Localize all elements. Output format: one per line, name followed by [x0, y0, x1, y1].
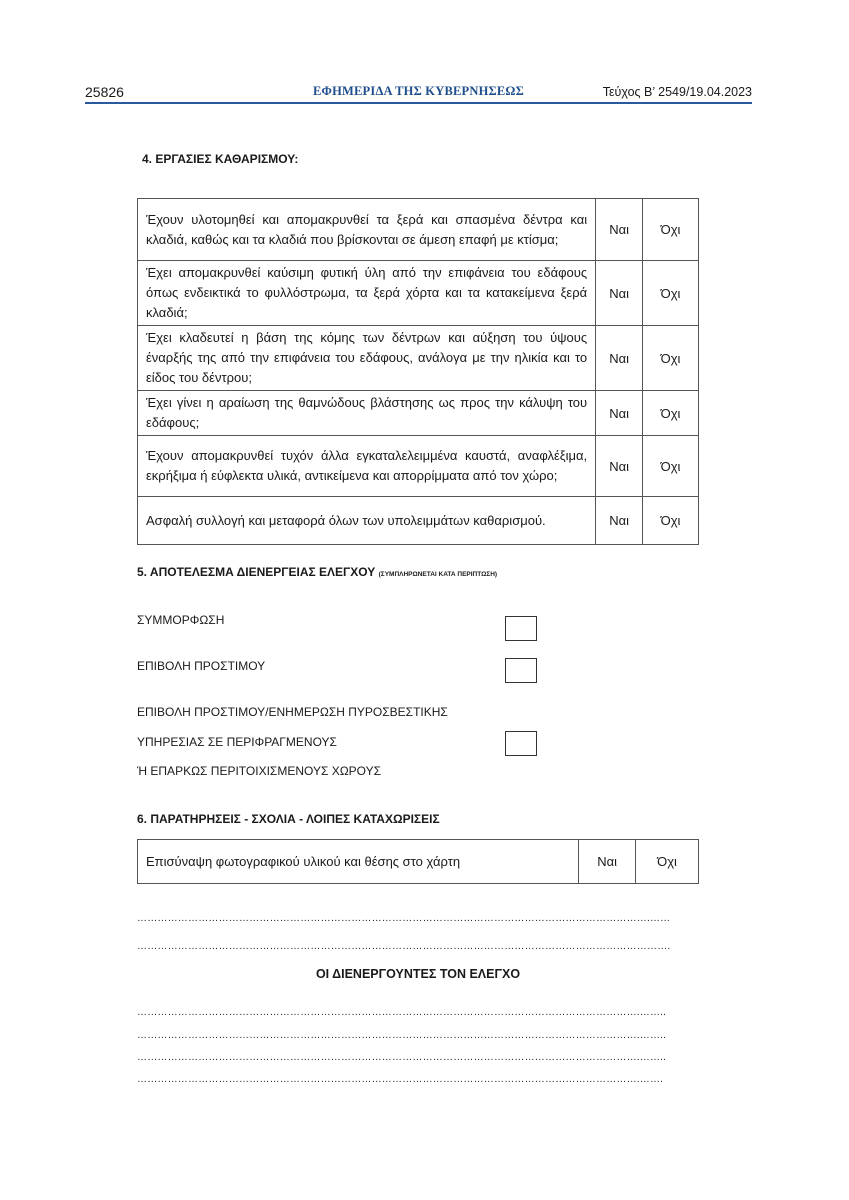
question-cell: Έχει απομακρυνθεί καύσιμη φυτική ύλη από την επιφάνεια του εδάφους όπως ενδεικτικά το φυλλόστρωμα, τα ξερά χόρτα και τα κατακείμενα ξερά κλαδιά;	[138, 261, 596, 326]
question-cell: Έχει γίνει η αραίωση της θαμνώδους βλάστησης ως προς την κάλυψη του εδάφους;	[138, 391, 596, 436]
table-row	[138, 840, 699, 884]
no-option[interactable]: Όχι	[636, 840, 699, 884]
remarks-line[interactable]: …………………………………………………………………………………………………………………………………….……	[137, 913, 671, 924]
fine-notify-checkbox[interactable]	[505, 731, 537, 756]
question-cell: Επισύναψη φωτογραφικού υλικού και θέσης στο χάρτη	[138, 840, 579, 884]
cleaning-checklist-table	[137, 198, 699, 545]
no-option[interactable]: Όχι	[643, 199, 699, 261]
table-row	[138, 199, 699, 261]
no-option[interactable]: Όχι	[643, 326, 699, 391]
no-option[interactable]: Όχι	[643, 497, 699, 545]
fine-notify-label-line1: ΕΠΙΒΟΛΗ ΠΡΟΣΤΙΜΟΥ/ΕΝΗΜΕΡΩΣΗ ΠΥΡΟΣΒΕΣΤΙΚΗΣ	[137, 705, 448, 719]
fine-checkbox[interactable]	[505, 658, 537, 683]
yes-option[interactable]: Ναι	[579, 840, 636, 884]
yes-option[interactable]: Ναι	[596, 261, 643, 326]
table-row	[138, 497, 699, 545]
compliance-checkbox[interactable]	[505, 616, 537, 641]
signature-line[interactable]: ………………………………………………………………………………………………………………………………….……..	[137, 1052, 667, 1063]
signature-line[interactable]: ………………………………………………………………………………………………………………………………….…….	[137, 1074, 664, 1085]
no-option[interactable]: Όχι	[643, 261, 699, 326]
section-5-title	[137, 565, 497, 579]
table-row	[138, 391, 699, 436]
signature-line[interactable]: ………………………………………………………………………………………………………………………………….……..	[137, 1007, 667, 1018]
fine-label: ΕΠΙΒΟΛΗ ΠΡΟΣΤΙΜΟΥ	[137, 659, 266, 673]
fine-notify-label-line3: Ή ΕΠΑΡΚΩΣ ΠΕΡΙΤΟΙΧΙΣΜΕΝΟΥΣ ΧΩΡΟΥΣ	[137, 764, 382, 778]
question-cell: Έχει κλαδευτεί η βάση της κόμης των δέντρων και αύξηση του ύψους έναρξής της από την επιφάνεια του εδάφους, ανάλογα με την ηλικία και το είδος του δέντρου;	[138, 326, 596, 391]
remarks-line[interactable]: ………………………………………………………………………………………………………………………………………….	[137, 941, 671, 952]
table-row	[138, 326, 699, 391]
yes-option[interactable]: Ναι	[596, 199, 643, 261]
gazette-title: ΕΦΗΜΕΡΙΔΑ ΤΗΣ ΚΥΒΕΡΝΗΣΕΩΣ	[313, 84, 524, 98]
no-option[interactable]: Όχι	[643, 391, 699, 436]
signature-line[interactable]: ………………………………………………………………………………………………………………………………….……..	[137, 1030, 667, 1041]
question-cell: Έχουν απομακρυνθεί τυχόν άλλα εγκαταλελειμμένα καυστά, αναφλέξιμα, εκρήξιμα ή εύφλεκτα υλικά, αντικείμενα και απορρίμματα από τον χώρο;	[138, 436, 596, 497]
table-row	[138, 261, 699, 326]
yes-option[interactable]: Ναι	[596, 326, 643, 391]
yes-option[interactable]: Ναι	[596, 497, 643, 545]
question-cell: Ασφαλή συλλογή και μεταφορά όλων των υπολειμμάτων καθαρισμού.	[138, 497, 596, 545]
header-divider	[85, 102, 752, 104]
photo-attachment-table	[137, 839, 699, 884]
fine-notify-label-line2: ΥΠΗΡΕΣΙΑΣ ΣΕ ΠΕΡΙΦΡΑΓΜΕΝΟΥΣ	[137, 735, 337, 749]
section-5-heading: 5. ΑΠΟΤΕΛΕΣΜΑ ΔΙΕΝΕΡΓΕΙΑΣ ΕΛΕΓΧΟΥ	[137, 565, 376, 579]
issue-reference: Τεύχος Β’ 2549/19.04.2023	[602, 85, 752, 99]
yes-option[interactable]: Ναι	[596, 391, 643, 436]
compliance-label: ΣΥΜΜΟΡΦΩΣΗ	[137, 613, 225, 627]
section-5-note: (ΣΥΜΠΛΗΡΩΝΕΤΑΙ ΚΑΤΑ ΠΕΡΙΠΤΩΣΗ)	[378, 571, 498, 578]
page-header	[85, 82, 752, 104]
page-number: 25826	[85, 84, 124, 100]
section-6-title: 6. ΠΑΡΑΤΗΡΗΣΕΙΣ - ΣΧΟΛΙΑ - ΛΟΙΠΕΣ ΚΑΤΑΧΩΡΙΣΕΙΣ	[137, 812, 440, 826]
section-4-title: 4. ΕΡΓΑΣΙΕΣ ΚΑΘΑΡΙΣΜΟΥ:	[142, 152, 299, 166]
inspectors-title: ΟΙ ΔΙΕΝΕΡΓΟΥΝΤΕΣ ΤΟΝ ΕΛΕΓΧΟ	[315, 967, 521, 981]
question-cell: Έχουν υλοτομηθεί και απομακρυνθεί τα ξερά και σπασμένα δέντρα και κλαδιά, καθώς και τα κλαδιά που βρίσκονται σε άμεση επαφή με κτίσμα;	[138, 199, 596, 261]
table-row	[138, 436, 699, 497]
no-option[interactable]: Όχι	[643, 436, 699, 497]
yes-option[interactable]: Ναι	[596, 436, 643, 497]
